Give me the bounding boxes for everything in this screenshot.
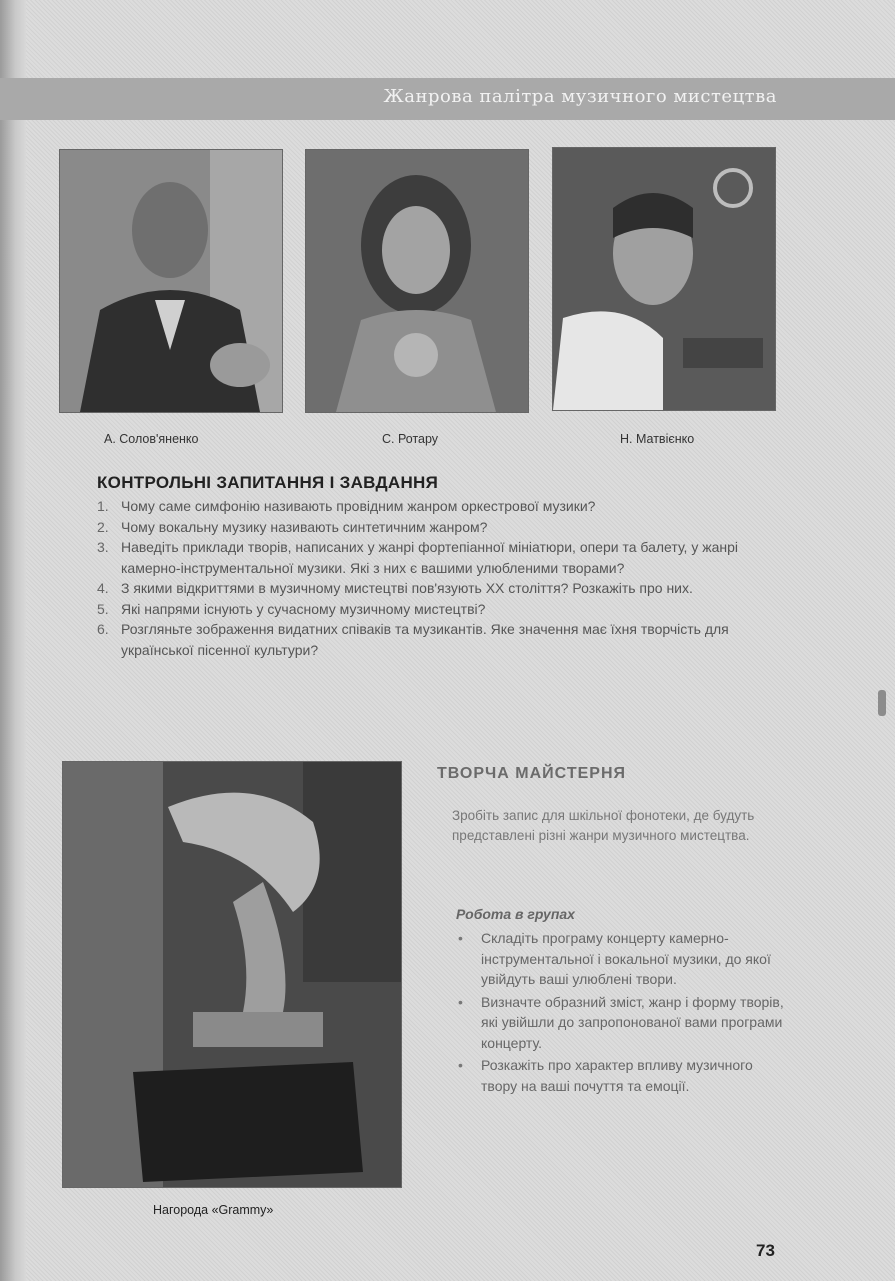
list-item — [97, 578, 787, 599]
question-text: Чому вокальну музику називають синтетичним жанром? — [121, 518, 488, 535]
list-item — [456, 1055, 786, 1096]
photo-caption-solovianenko: А. Солов'яненко — [104, 432, 199, 446]
group-work-title: Робота в групах — [456, 906, 575, 922]
bullet-icon: • — [458, 993, 463, 1010]
photo-caption-matviienko: Н. Матвієнко — [620, 432, 695, 446]
list-item — [97, 537, 787, 578]
photo-rotaru — [305, 149, 529, 413]
task-text: Складіть програму концерту камерно-інструментальної і вокальної музики, до якої увійдуть ваші улюблені твори. — [481, 930, 771, 987]
group-tasks-list — [456, 928, 786, 1098]
photo-grammy-award — [62, 761, 402, 1188]
running-head: Жанрова палітра музичного мистецтва — [383, 86, 777, 107]
bullet-icon: • — [458, 930, 463, 946]
question-number: 6. — [97, 621, 109, 637]
creative-title: ТВОРЧА МАЙСТЕРНЯ — [437, 765, 626, 782]
question-number: 5. — [97, 600, 109, 617]
photo-solovianenko — [59, 149, 283, 413]
questions-list — [97, 496, 787, 660]
question-text: Які напрями існують у сучасному музичному мистецтві? — [121, 600, 486, 617]
page-number: 73 — [756, 1241, 775, 1260]
bullet-icon: • — [458, 1057, 463, 1073]
task-text: Визначте образний зміст, жанр і форму творів, які увійшли до запропонованої вами програми концерту. — [481, 993, 784, 1051]
photo-caption-rotaru: С. Ротару — [382, 432, 439, 446]
question-number: 3. — [97, 539, 109, 555]
list-item — [97, 517, 787, 538]
page-edge-mark — [878, 690, 886, 716]
list-item — [97, 599, 787, 620]
list-item — [97, 496, 787, 517]
question-number: 2. — [97, 518, 109, 535]
question-text: Чому саме симфонію називають провідним жанром оркестрової музики? — [121, 498, 596, 514]
list-item — [97, 619, 787, 660]
questions-title: КОНТРОЛЬНІ ЗАПИТАННЯ І ЗАВДАННЯ — [97, 473, 439, 492]
list-item — [456, 992, 786, 1054]
question-text: З якими відкриттями в музичному мистецтві пов'язують XX століття? Розкажіть про них. — [121, 580, 693, 596]
task-text: Розкажіть про характер впливу музичного твору на ваші почуття та емоції. — [481, 1057, 753, 1094]
question-text: Наведіть приклади творів, написаних у жанрі фортепіанної мініатюри, опери та балету, у жанрі камерно-інструментальної музики. Які з них є вашими улюбленими творами? — [121, 539, 738, 576]
list-item — [456, 928, 786, 990]
question-number: 1. — [97, 498, 109, 514]
question-text: Розгляньте зображення видатних співаків та музикантів. Яке значення має їхня творчість для української пісенної культури? — [121, 621, 729, 658]
book-spine-shadow — [0, 0, 26, 1281]
award-caption: Нагорода «Grammy» — [153, 1203, 274, 1217]
photo-matviienko — [552, 147, 776, 411]
question-number: 4. — [97, 580, 109, 596]
creative-intro: Зробіть запис для шкільної фонотеки, де будуть представлені різні жанри музичного мистецтва. — [452, 808, 755, 843]
